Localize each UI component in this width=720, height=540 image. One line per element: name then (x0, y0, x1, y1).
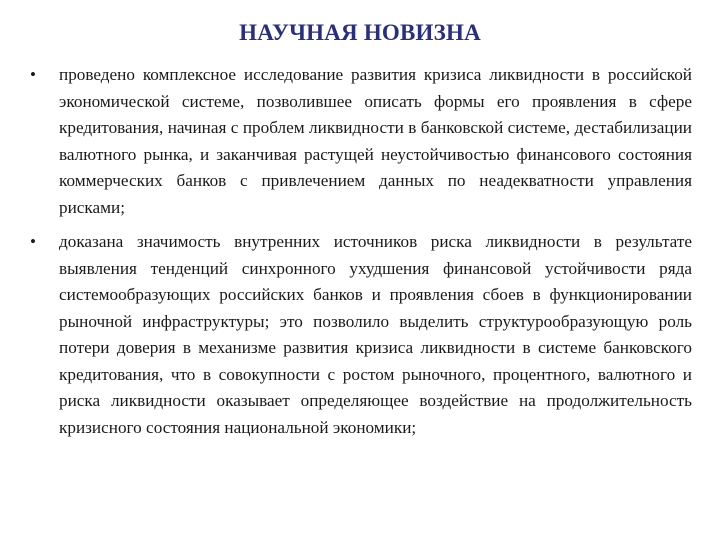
bullet-item-novelty-2 (30, 229, 692, 441)
slide-title: НАУЧНАЯ НОВИЗНА (239, 20, 481, 45)
bullet-marker-icon: • (30, 232, 36, 251)
bullet-text: проведено комплексное исследование развития кризиса ликвидности в российской экономической системе, позволившее описать формы его проявления в сфере кредитования, начиная с проблем ликвидности в банковской системе, дестабилизации валютного рынка, и заканчивая растущей неустойчивостью финансового состояния коммерческих банков с привлечением данных по неадекватности управления рисками; (59, 65, 692, 217)
bullet-item-novelty-1 (30, 62, 692, 221)
bullet-marker-icon: • (30, 65, 36, 84)
bullet-text: доказана значимость внутренних источников риска ликвидности в результате выявления тенденций синхронного ухудшения финансовой устойчивости ряда системообразующих российских банков и проявления сбоев в функционировании рыночной инфраструктуры; это позволило выделить структурообразующую роль потери доверия в механизме развития кризиса ликвидности в системе банковского кредитования, что в совокупности с ростом рыночного, процентного, валютного и риска ликвидности оказывает определяющее воздействие на продолжительность кризисного состояния национальной экономики; (59, 232, 692, 437)
bullet-list (30, 62, 692, 441)
